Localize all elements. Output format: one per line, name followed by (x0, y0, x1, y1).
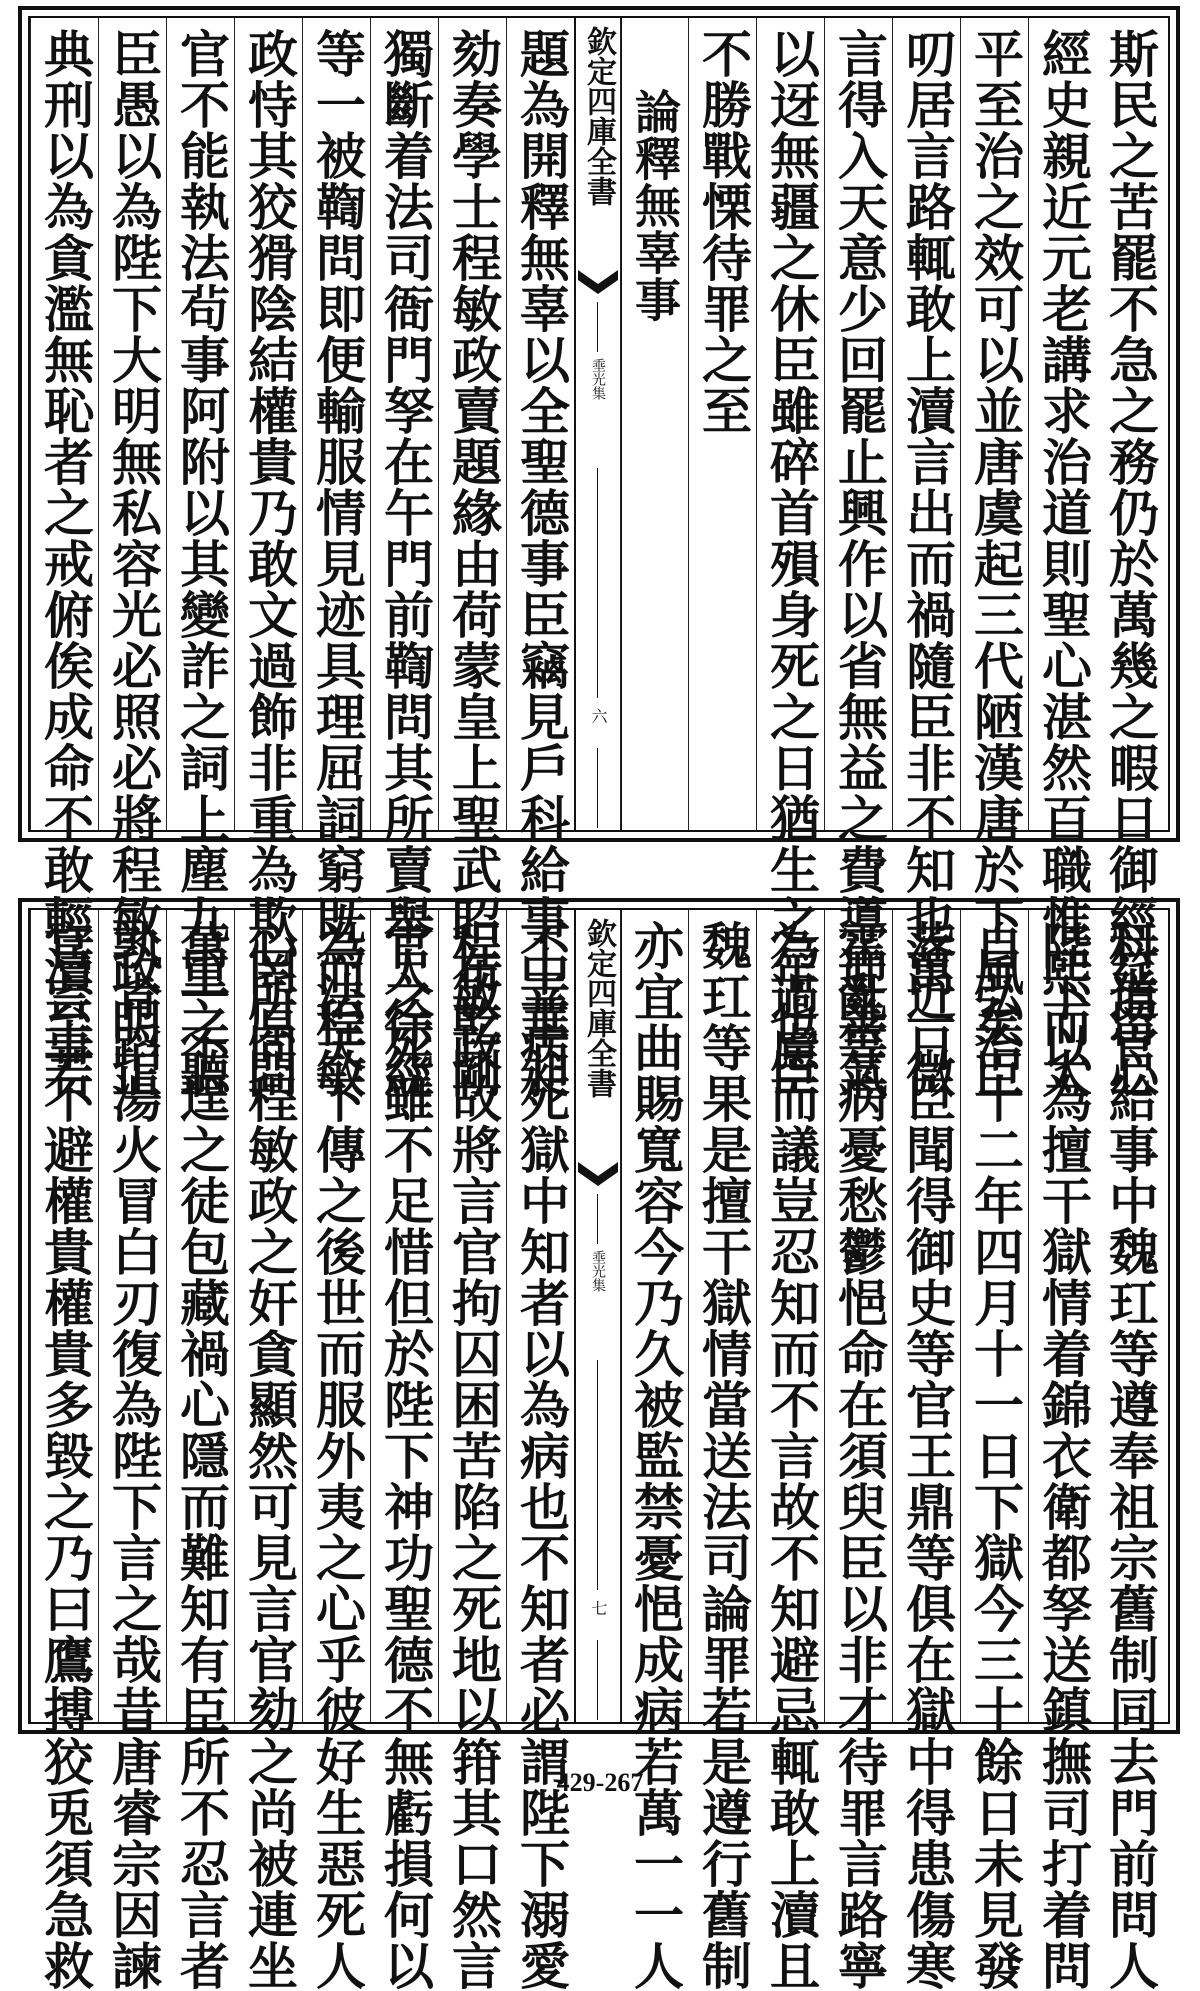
text-column (892, 18, 961, 1099)
column-text: 心所同程敏政之奸貪顯然可見言官劾之尚被連坐 (240, 920, 299, 1991)
gutter-book-title: 埀光集 (590, 1250, 606, 1292)
gutter-page-number: 六 (589, 708, 608, 724)
fish-tail-ornament-icon (578, 270, 618, 294)
gutter-rule (597, 468, 598, 698)
text-column (370, 18, 439, 1099)
column-text: 言得入天意少回罷止興作以省無益之費導迎善氣 (830, 28, 889, 1099)
column-text: 魏玒等果是擅干獄情當送法司論罪若是遵行舊制 (694, 920, 753, 1991)
scan-page-number: 429-267 (556, 1768, 644, 1797)
column-text: 官言事不避權貴權貴多毀之乃曰鷹搏狡兎須急救 (36, 920, 95, 1991)
center-gutter (574, 18, 622, 830)
column-text: 等一被鞫問即便輸服情見迹具理屈詞窮既而程敏 (308, 28, 367, 1099)
text-column (620, 18, 689, 830)
text-column (234, 910, 303, 1991)
text-column (438, 910, 507, 1991)
text-column (1096, 910, 1164, 1991)
text-column (30, 18, 99, 1099)
column-text: 亦宜曲賜寬容今乃久被監禁憂悒成病若萬一一人 (626, 920, 685, 1991)
column-text: 程敏政故將言官拘囚困苦陷之死地以箝其口然言 (444, 920, 503, 1991)
text-column (1096, 18, 1164, 1099)
text-column (688, 18, 757, 830)
column-text: 臣愚以為陛下大明無私容光必照必將程敏政明正 (104, 28, 163, 1099)
column-text: 經史親近元老講求治道則聖心湛然百職惟熙而太 (1034, 28, 1093, 1099)
column-text: 官之死雖不足惜但於陛下神功聖德不無虧損何以 (376, 920, 435, 1991)
column-text: 典刑以為貪濫無恥者之戒俯俟成命不敢輕瀆至若 (36, 28, 95, 1099)
column-text: 不幸病死獄中知者以為病也不知者必謂陛下溺愛 (512, 920, 571, 1991)
gutter-rule (597, 1640, 598, 1720)
gutter-rule (597, 1360, 598, 1590)
text-column (892, 910, 961, 1991)
text-column (166, 910, 235, 1991)
column-text: 落近日臣聞得御史等官王鼎等俱在獄中得患傷寒 (898, 920, 957, 1991)
column-text: 以迓無疆之休臣雖碎首殞身死之日猶生之年也臣 (762, 28, 821, 1099)
column-text: 為過慮而議豈忍知而不言故不知避忌輒敢上瀆且 (762, 920, 821, 1991)
section-title: 論釋無辜事 (628, 88, 682, 323)
gutter-title: 欽定四庫全書 (581, 918, 616, 1098)
column-text: 科道官給事中魏玒等遵奉祖宗舊制同去門前問人 (1101, 920, 1160, 1991)
column-text: 獨斷着法司衙門孥在午門前鞫問其所賣舉人徐經 (376, 28, 435, 1099)
text-column (234, 18, 303, 1099)
column-text: 霍亂等病憂愁鬱悒命在須臾臣以非才待罪言路寧 (830, 920, 889, 1991)
center-gutter (574, 910, 622, 1722)
text-column (302, 18, 371, 1099)
fish-tail-ornament-icon (578, 1162, 618, 1186)
column-text: 叨居言路輒敢上瀆言出而禍隨臣非不知也萬一微 (898, 28, 957, 1099)
column-text: 劾奏學士程敏政賣題緣由荷蒙皇上聖武昭布乾剛 (444, 28, 503, 1099)
text-column (1028, 910, 1097, 1991)
text-column (166, 18, 235, 1099)
text-column (98, 18, 167, 1099)
text-column (370, 910, 439, 1991)
column-text: 孰肯蹈湯火冒白刃復為陛下言之哉昔唐睿宗因諫 (104, 920, 163, 1991)
text-column (688, 910, 757, 1991)
text-column (302, 910, 371, 1991)
column-text: 平至治之效可以並唐虞起三代陋漢唐於下風矣臣 (966, 28, 1025, 1099)
column-text: 題為開釋無辜以全聖德事臣竊見戶科給事中華昶 (512, 28, 571, 1099)
gutter-rule (597, 1194, 598, 1244)
text-column (756, 18, 825, 1099)
gutter-title: 欽定四庫全書 (581, 26, 616, 206)
text-column (30, 910, 99, 1991)
gutter-rule (597, 302, 598, 352)
text-column (824, 910, 893, 1991)
text-column (98, 910, 167, 1991)
text-column (438, 18, 507, 1099)
column-text: 萬一不逞之徒包藏禍心隱而難知有臣所不忍言者 (172, 920, 231, 1991)
column-text: 為法天下傳之後世而服外夷之心乎彼好生惡死人 (308, 920, 367, 1991)
text-column (824, 18, 893, 1099)
text-column (756, 910, 825, 1991)
column-text: 不勝戰慄待罪之至 (694, 28, 753, 436)
gutter-book-title: 埀光集 (590, 358, 606, 400)
page-top (18, 6, 1180, 1099)
gutter-rule (597, 748, 598, 828)
column-text: 政恃其狡猾陰結權貴乃敢文過飾非重為欺罔原問 (240, 28, 299, 1099)
text-column (1028, 18, 1097, 1099)
text-column (506, 18, 575, 1099)
column-text: 官不能執法茍事阿附以其變詐之詞上塵九重之聽 (172, 28, 231, 1099)
column-text: 自弘治十二年四月十一日下獄今三十餘日未見發 (966, 920, 1025, 1991)
text-column (960, 18, 1029, 1099)
gutter-page-number: 七 (589, 1600, 608, 1616)
column-text: 陛下以為擅干獄情着錦衣衛都孥送鎮撫司打着問 (1034, 920, 1093, 1991)
column-text: 斯民之苦罷不急之務仍於萬幾之暇日御經筵留心 (1101, 28, 1160, 1099)
text-column (960, 910, 1029, 1991)
text-column (506, 910, 575, 1991)
page-top-frame (28, 16, 1170, 1099)
text-column (620, 910, 689, 1991)
